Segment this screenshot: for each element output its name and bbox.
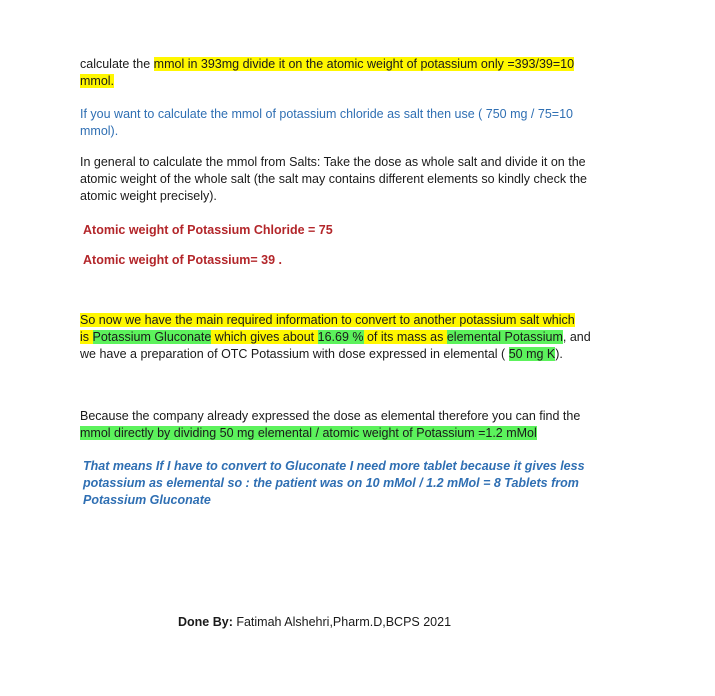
paragraph-line bbox=[80, 56, 574, 73]
paragraph-line bbox=[80, 73, 574, 90]
highlighted-text: which gives about bbox=[211, 330, 318, 344]
atomic-weight-kcl: Atomic weight of Potassium Chloride = 75 bbox=[83, 223, 333, 237]
paragraph-line: Potassium Gluconate bbox=[83, 493, 211, 507]
highlighted-text-green: elemental Potassium bbox=[446, 330, 563, 344]
paragraph-line bbox=[80, 329, 591, 346]
paragraph-potassium-chloride bbox=[80, 106, 573, 140]
paragraph-conclusion bbox=[83, 458, 585, 509]
paragraph-line: atomic weight of the whole salt (the salt may contains different elements so kindly check the bbox=[80, 172, 587, 186]
atomic-weight-k: Atomic weight of Potassium= 39 . bbox=[83, 253, 282, 267]
highlighted-text: mmol in 393mg divide it on the atomic weight of potassium only =393/39=10 bbox=[153, 57, 575, 71]
paragraph-line bbox=[80, 346, 591, 363]
paragraph-gluconate-info bbox=[80, 312, 591, 363]
highlighted-text-green: 50 mg K bbox=[508, 347, 556, 361]
paragraph-line: mmol). bbox=[80, 124, 119, 138]
paragraph-line: potassium as elemental so : the patient was on 10 mMol / 1.2 mMol = 8 Tablets from bbox=[83, 476, 579, 490]
author-label: Done By: bbox=[178, 615, 233, 629]
text-plain: we have a preparation of OTC Potassium with dose expressed in elemental ( bbox=[80, 347, 509, 361]
paragraph-line bbox=[80, 425, 580, 442]
paragraph-line bbox=[80, 312, 591, 329]
text-plain: calculate the bbox=[80, 57, 154, 71]
highlighted-text: of its mass as bbox=[363, 330, 447, 344]
paragraph-line: atomic weight precisely). bbox=[80, 189, 217, 203]
paragraph-general-salts bbox=[80, 154, 587, 205]
text-plain: , and bbox=[562, 330, 591, 344]
highlighted-text-green: 16.69 % bbox=[317, 330, 364, 344]
highlighted-text: mmol. bbox=[80, 74, 115, 88]
paragraph-line: That means If I have to convert to Gluconate I need more tablet because it gives less bbox=[83, 459, 585, 473]
highlighted-text: So now we have the main required information to convert to another potassium salt which bbox=[80, 313, 575, 327]
paragraph-elemental-dose bbox=[80, 408, 580, 442]
author-credit bbox=[178, 614, 451, 631]
author-name: Fatimah Alshehri,Pharm.D,BCPS 2021 bbox=[232, 615, 452, 629]
paragraph-mmol-calculation bbox=[80, 56, 574, 90]
paragraph-line: If you want to calculate the mmol of potassium chloride as salt then use ( 750 mg / 75=10 bbox=[80, 107, 573, 121]
highlighted-text: is bbox=[80, 330, 93, 344]
highlighted-text-green: mmol directly by dividing 50 mg elemental / atomic weight of Potassium =1.2 mMol bbox=[80, 426, 537, 440]
paragraph-line: In general to calculate the mmol from Salts: Take the dose as whole salt and divide it on the bbox=[80, 155, 586, 169]
text-plain: ). bbox=[555, 347, 563, 361]
highlighted-text-green: Potassium Gluconate bbox=[92, 330, 212, 344]
paragraph-line: Because the company already expressed the dose as elemental therefore you can find the bbox=[80, 409, 581, 423]
